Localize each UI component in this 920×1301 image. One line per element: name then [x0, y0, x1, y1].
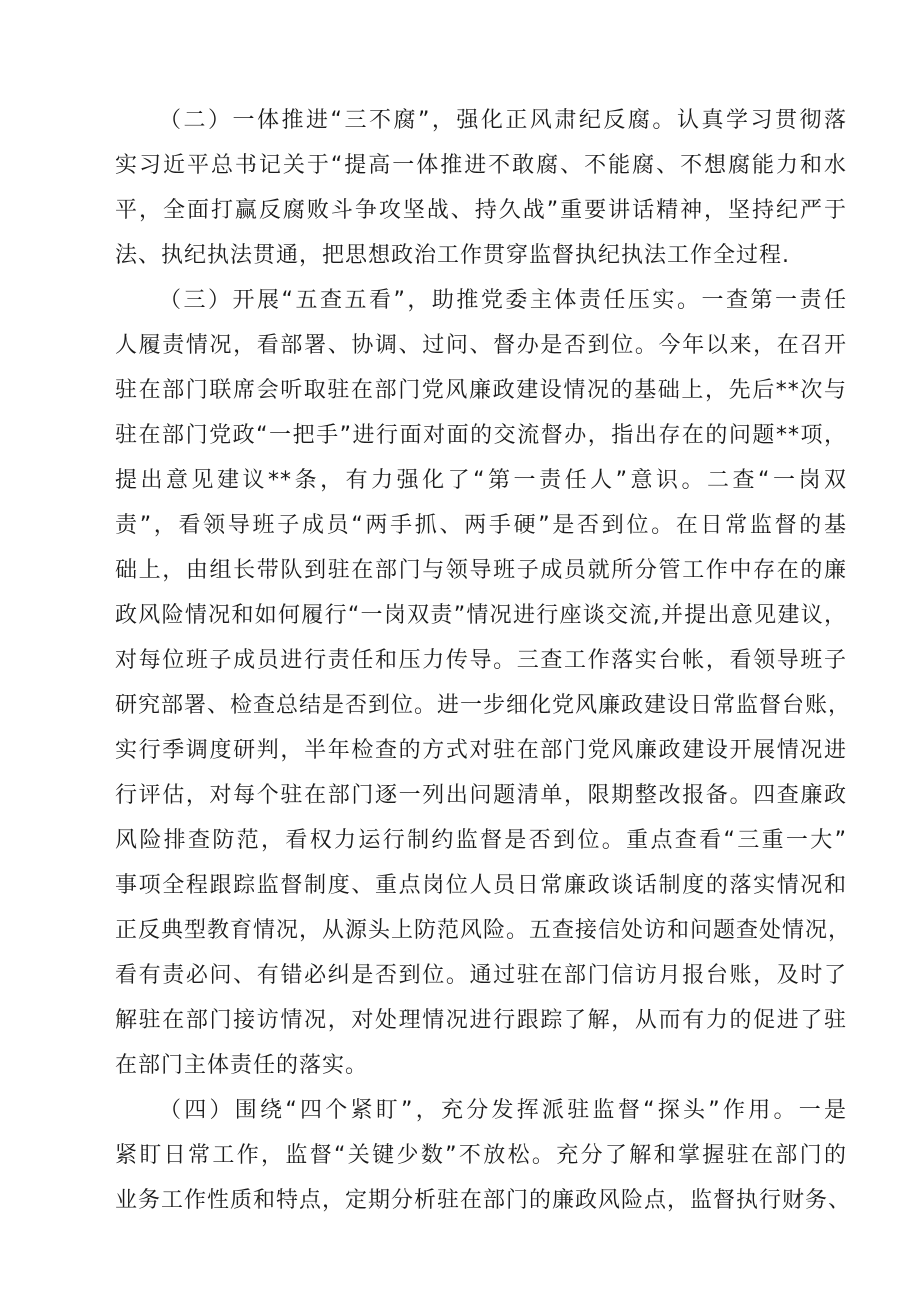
- paragraph-line: 提出意见建议**条，有力强化了“第一责任人”意识。二查“一岗双: [115, 468, 847, 493]
- paragraph-line: 业务工作性质和特点，定期分析驻在部门的廉政风险点，监督执行财务、: [115, 1188, 852, 1213]
- paragraph-line: （三）开展“五查五看”，助推党委主体责任压实。一查第一责任: [159, 288, 847, 313]
- paragraph-line: 法、执纪执法贯通，把思想政治工作贯穿监督执纪执法工作全过程.: [115, 243, 790, 268]
- paragraph-line: 实习近平总书记关于“提高一体推进不敢腐、不能腐、不想腐能力和水: [115, 153, 847, 178]
- paragraph-line: 在部门主体责任的落实。: [115, 1053, 369, 1078]
- paragraph-line: 驻在部门党政“一把手”进行面对面的交流督办，指出存在的问题**项，: [115, 423, 847, 448]
- paragraph-line: （四）围绕“四个紧盯”，充分发挥派驻监督“探头”作用。一是: [159, 1098, 847, 1123]
- paragraph-line: 紧盯日常工作，监督“关键少数”不放松。充分了解和掌握驻在部门的: [115, 1143, 847, 1168]
- paragraph-line: 责”，看领导班子成员“两手抓、两手硬”是否到位。在日常监督的基: [115, 513, 847, 538]
- paragraph-line: 研究部署、检查总结是否到位。进一步细化党风廉政建设日常监督台账，: [115, 693, 852, 718]
- paragraph-line: 驻在部门联席会听取驻在部门党风廉政建设情况的基础上，先后**次与: [115, 378, 847, 403]
- paragraph-line: 事项全程跟踪监督制度、重点岗位人员日常廉政谈话制度的落实情况和: [115, 873, 847, 898]
- paragraph-line: 平，全面打赢反腐败斗争攻坚战、持久战”重要讲话精神，坚持纪严于: [115, 198, 847, 223]
- paragraph-line: 人履责情况，看部署、协调、过问、督办是否到位。今年以来，在召开: [115, 333, 847, 358]
- paragraph-line: 实行季调度研判，半年检查的方式对驻在部门党风廉政建设开展情况进: [115, 738, 847, 763]
- paragraph-line: 正反典型教育情况，从源头上防范风险。五查接信处访和问题查处情况，: [115, 918, 852, 943]
- paragraph-line: 解驻在部门接访情况，对处理情况进行跟踪了解，从而有力的促进了驻: [115, 1008, 847, 1033]
- paragraph-line: 行评估，对每个驻在部门逐一列出问题清单，限期整改报备。四查廉政: [115, 783, 847, 808]
- paragraph-line: 对每位班子成员进行责任和压力传导。三查工作落实台帐，看领导班子: [115, 648, 847, 673]
- paragraph-3: [115, 278, 852, 1088]
- paragraph-4: [115, 1088, 852, 1223]
- paragraph-line: 风险排查防范，看权力运行制约监督是否到位。重点查看“三重一大”: [115, 828, 847, 853]
- paragraph-line: 政风险情况和如何履行“一岗双责”情况进行座谈交流,并提出意见建议，: [115, 603, 847, 628]
- paragraph-line: 础上，由组长带队到驻在部门与领导班子成员就所分管工作中存在的廉: [115, 558, 847, 583]
- paragraph-line: （二）一体推进“三不腐”，强化正风肃纪反腐。认真学习贯彻落: [159, 108, 847, 133]
- document-body: [115, 98, 852, 1223]
- paragraph-2: [115, 98, 847, 278]
- paragraph-line: 看有责必问、有错必纠是否到位。通过驻在部门信访月报台账，及时了: [115, 963, 847, 988]
